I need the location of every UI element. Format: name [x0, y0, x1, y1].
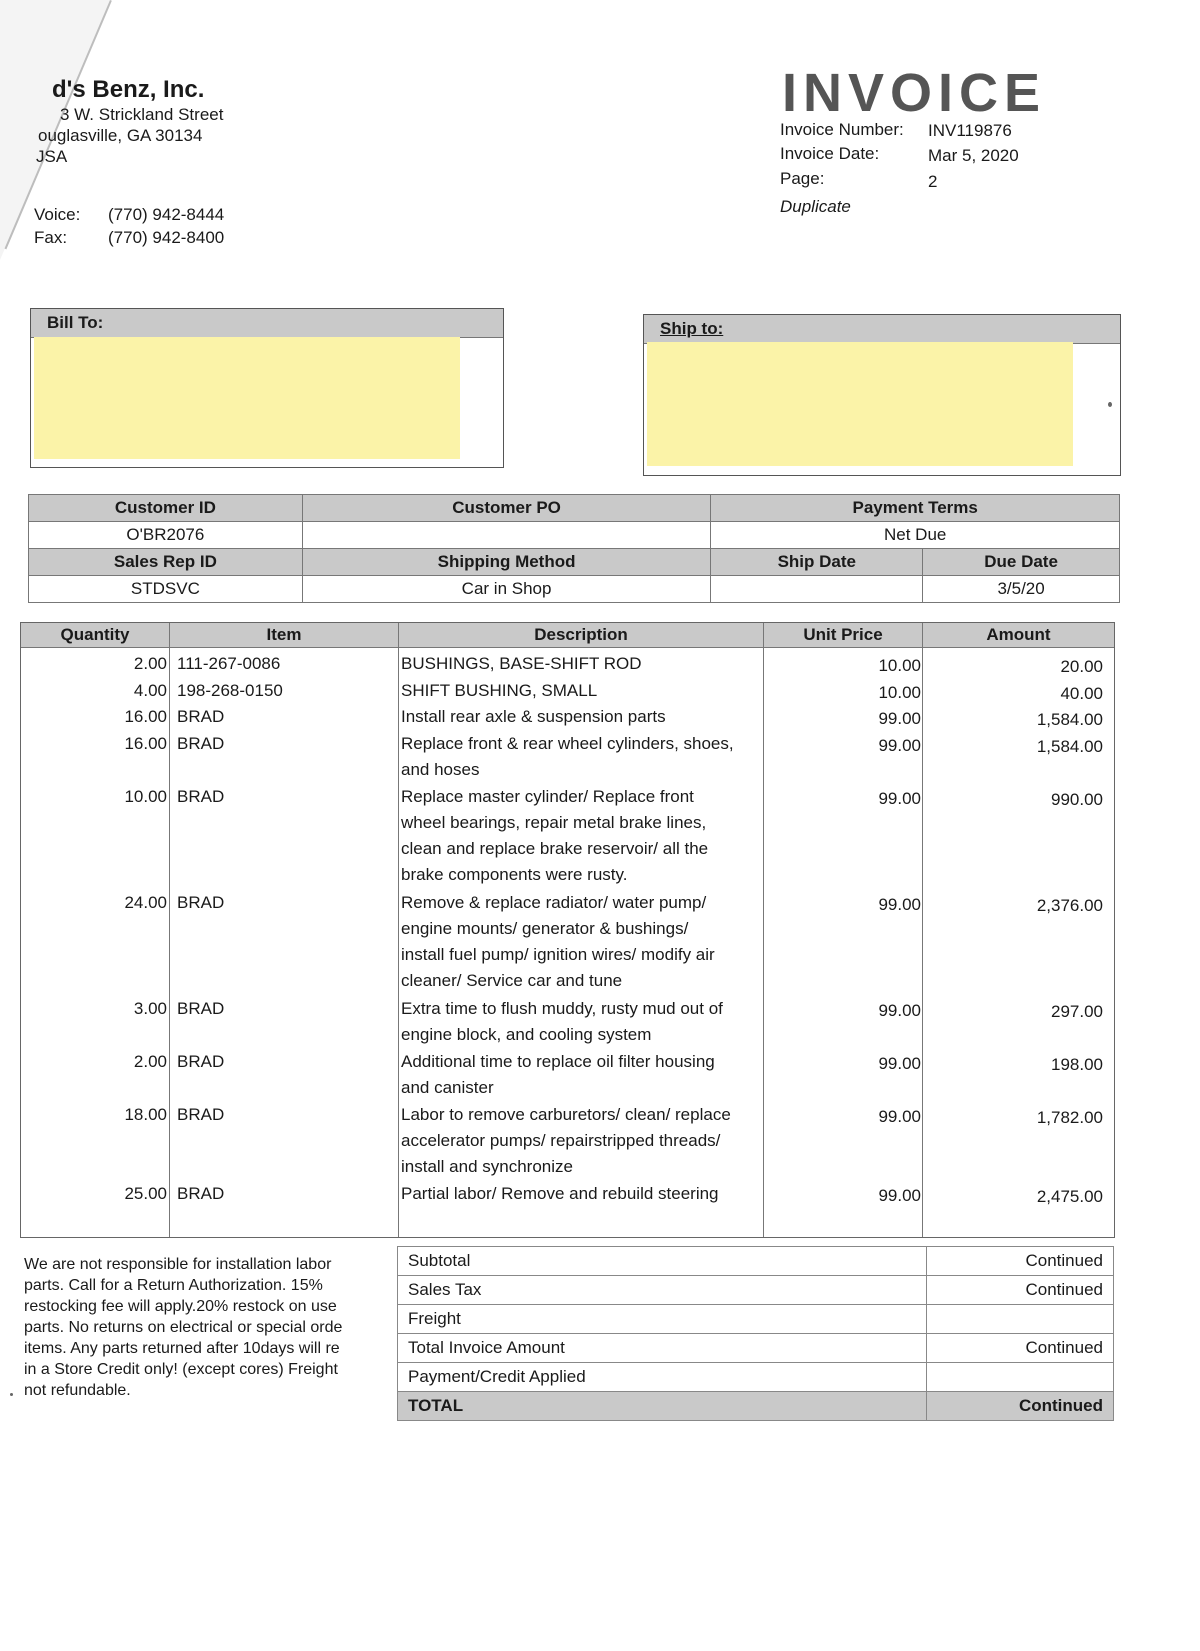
unit-price-header: Unit Price — [764, 623, 922, 648]
line-quantity: 3.00 — [133, 998, 167, 1018]
ship-to-redaction-note — [647, 342, 1073, 466]
invoice-date: Mar 5, 2020 — [928, 146, 1019, 165]
page-label: Page: — [780, 169, 825, 188]
line-description-text: and canister — [401, 1077, 494, 1097]
sales-rep: STDSVC — [29, 576, 303, 603]
policy-line: We are not responsible for installation labor — [24, 1256, 332, 1273]
line-description-text: engine mounts/ generator & bushings/ — [401, 918, 689, 938]
line-item-code: BRAD — [177, 892, 225, 912]
policy-line: parts. No returns on electrical or special orde — [24, 1319, 343, 1336]
totals-table — [397, 1246, 1114, 1421]
invoice-title: INVOICE — [782, 63, 1047, 123]
payment-credit-label: Payment/Credit Applied — [398, 1363, 927, 1392]
line-description — [401, 1049, 761, 1101]
line-amount: 297.00 — [1051, 1001, 1103, 1021]
shipping-method: Car in Shop — [302, 576, 711, 603]
quantity-header: Quantity — [21, 623, 169, 648]
line-description — [401, 996, 761, 1048]
sales-tax-value: Continued — [927, 1276, 1114, 1305]
line-description-text: Partial labor/ Remove and rebuild steering — [401, 1184, 719, 1203]
line-description-text: Replace front & rear wheel cylinders, shoes, — [401, 733, 734, 753]
line-description — [401, 731, 761, 783]
scan-speck — [1108, 402, 1112, 407]
line-item-code: BRAD — [177, 786, 225, 806]
payment-terms: Net Due — [711, 522, 1120, 549]
line-quantity: 18.00 — [124, 1104, 167, 1124]
line-unit-price: 99.00 — [878, 1053, 921, 1073]
freight-value — [927, 1305, 1114, 1334]
line-description-text: install and synchronize — [401, 1156, 573, 1176]
line-description — [401, 890, 761, 994]
fax-label: Fax: — [34, 228, 68, 247]
line-amount: 1,584.00 — [1036, 736, 1103, 756]
line-description-text: Additional time to replace oil filter housing — [401, 1051, 715, 1071]
customer-po — [302, 522, 711, 549]
line-amount: 40.00 — [1060, 683, 1103, 703]
line-description-text: Extra time to flush muddy, rusty mud out of — [401, 998, 723, 1018]
company-address-line-2: ouglasville, GA 30134 — [38, 126, 203, 145]
total-label: TOTAL — [398, 1392, 927, 1421]
scan-speck — [10, 1393, 13, 1396]
amount-header: Amount — [923, 623, 1114, 648]
line-description-text: brake components were rusty. — [401, 864, 628, 884]
voice-number: (770) 942-8444 — [108, 205, 225, 224]
line-description-text: and hoses — [401, 759, 480, 779]
company-address-line-1: 3 W. Strickland Street — [60, 105, 224, 124]
line-item-code: BRAD — [177, 1051, 225, 1071]
line-amount: 198.00 — [1051, 1054, 1103, 1074]
shipping-method-label: Shipping Method — [302, 549, 711, 576]
line-item-code: BRAD — [177, 998, 225, 1018]
line-description-text: wheel bearings, repair metal brake lines, — [401, 812, 707, 832]
line-quantity: 4.00 — [133, 680, 167, 700]
sales-tax-label: Sales Tax — [398, 1276, 927, 1305]
customer-id-label: Customer ID — [29, 495, 303, 522]
line-amount: 2,376.00 — [1036, 895, 1103, 915]
line-description-text: accelerator pumps/ repairstripped threads/ — [401, 1130, 721, 1150]
policy-line: in a Store Credit only! (except cores) Freight — [24, 1361, 338, 1378]
line-unit-price: 99.00 — [878, 1186, 921, 1205]
return-policy-text — [24, 1254, 384, 1401]
line-description-text: Replace master cylinder/ Replace front — [401, 786, 694, 806]
policy-line: restocking fee will apply.20% restock on use — [24, 1298, 337, 1315]
policy-line: not refundable. — [24, 1382, 131, 1399]
line-description — [401, 1181, 761, 1207]
due-date: 3/5/20 — [923, 576, 1120, 603]
customer-po-label: Customer PO — [302, 495, 711, 522]
customer-id: O'BR2076 — [29, 522, 303, 549]
line-item-code: BRAD — [177, 707, 225, 726]
line-item-code: BRAD — [177, 1104, 225, 1124]
invoice-number-label: Invoice Number: — [780, 120, 904, 139]
line-description — [401, 1102, 761, 1180]
ship-to-label: Ship to: — [644, 315, 1120, 344]
total-invoice-amount-label: Total Invoice Amount — [398, 1334, 927, 1363]
fax-number: (770) 942-8400 — [108, 228, 225, 247]
line-quantity: 2.00 — [133, 1051, 167, 1071]
line-amount: 990.00 — [1051, 789, 1103, 809]
line-unit-price: 99.00 — [878, 894, 921, 914]
policy-line: items. Any parts returned after 10days will re — [24, 1340, 340, 1357]
line-amount: 1,584.00 — [1036, 710, 1103, 729]
line-description-text: cleaner/ Service car and tune — [401, 970, 623, 990]
line-quantity: 24.00 — [124, 892, 167, 912]
column-divider — [169, 623, 170, 1237]
line-description — [401, 704, 761, 730]
description-header: Description — [399, 623, 763, 648]
company-address-line-3: JSA — [36, 147, 68, 166]
line-description-text: Install rear axle & suspension parts — [401, 707, 666, 726]
customer-info-table — [28, 494, 1120, 603]
voice-label: Voice: — [34, 205, 81, 224]
duplicate-note: Duplicate — [780, 197, 851, 216]
line-description-text: Labor to remove carburetors/ clean/ replace — [401, 1104, 731, 1124]
invoice-number: INV119876 — [928, 121, 1012, 140]
due-date-label: Due Date — [923, 549, 1120, 576]
line-description-text: engine block, and cooling system — [401, 1024, 652, 1044]
line-description — [401, 651, 761, 677]
company-name: d's Benz, Inc. — [52, 76, 205, 103]
line-unit-price: 10.00 — [878, 682, 921, 702]
sales-rep-label: Sales Rep ID — [29, 549, 303, 576]
item-header: Item — [170, 623, 398, 648]
payment-credit-value — [927, 1363, 1114, 1392]
line-description-text: clean and replace brake reservoir/ all the — [401, 838, 709, 858]
total-invoice-amount-value: Continued — [927, 1334, 1114, 1363]
line-unit-price: 99.00 — [878, 735, 921, 755]
column-divider — [398, 623, 399, 1237]
line-unit-price: 10.00 — [878, 656, 921, 675]
total-value: Continued — [927, 1392, 1114, 1421]
policy-line: parts. Call for a Return Authorization. 15% — [24, 1277, 323, 1294]
line-quantity: 10.00 — [124, 786, 167, 806]
line-description-text: install fuel pump/ ignition wires/ modify air — [401, 944, 715, 964]
line-item-code: 198-268-0150 — [177, 680, 283, 700]
page-number: 2 — [928, 172, 938, 191]
line-amount: 1,782.00 — [1036, 1107, 1103, 1127]
line-description-text: SHIFT BUSHING, SMALL — [401, 680, 598, 700]
line-unit-price: 99.00 — [878, 1106, 921, 1126]
ship-date — [711, 576, 923, 603]
line-item-code: BRAD — [177, 733, 225, 753]
line-item-code: BRAD — [177, 1184, 225, 1203]
line-unit-price: 99.00 — [878, 788, 921, 808]
line-description-text: BUSHINGS, BASE-SHIFT ROD — [401, 654, 642, 673]
line-quantity: 2.00 — [133, 654, 167, 673]
ship-date-label: Ship Date — [711, 549, 923, 576]
line-quantity: 16.00 — [124, 733, 167, 753]
invoice-date-label: Invoice Date: — [780, 144, 880, 163]
line-unit-price: 99.00 — [878, 709, 921, 728]
line-quantity: 25.00 — [124, 1184, 167, 1203]
bill-to-label: Bill To: — [31, 309, 503, 338]
line-quantity: 16.00 — [124, 707, 167, 726]
line-unit-price: 99.00 — [878, 1000, 921, 1020]
column-divider — [922, 623, 923, 1237]
payment-terms-label: Payment Terms — [711, 495, 1120, 522]
line-amount: 2,475.00 — [1036, 1187, 1103, 1206]
line-amount: 20.00 — [1060, 657, 1103, 676]
line-items-table — [20, 622, 1115, 1238]
line-description-text: Remove & replace radiator/ water pump/ — [401, 892, 707, 912]
line-description — [401, 678, 761, 704]
line-description — [401, 784, 761, 888]
line-item-code: 111-267-0086 — [177, 654, 281, 673]
subtotal-label: Subtotal — [398, 1247, 927, 1276]
subtotal-value: Continued — [927, 1247, 1114, 1276]
freight-label: Freight — [398, 1305, 927, 1334]
bill-to-redaction-note — [34, 337, 460, 459]
column-divider — [763, 623, 764, 1237]
